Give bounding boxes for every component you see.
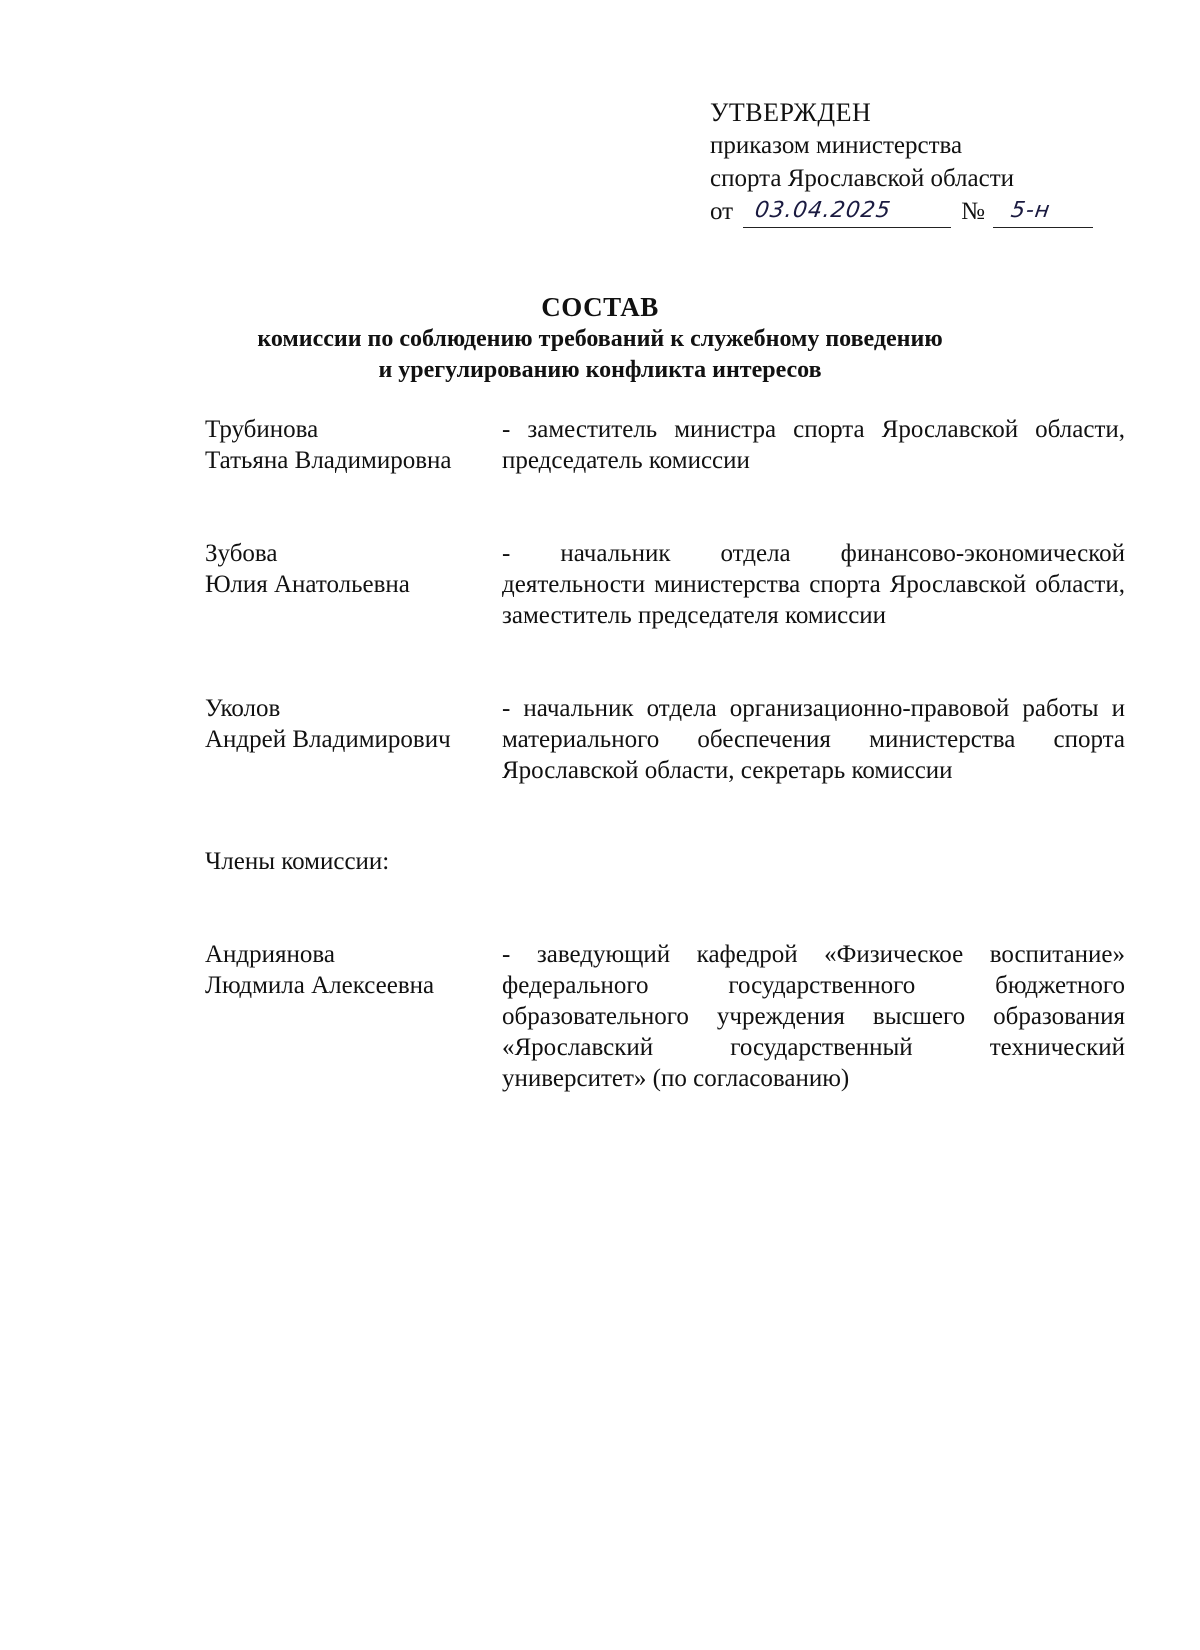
member-row <box>205 939 1125 1094</box>
document-heading <box>0 290 1200 386</box>
member-surname: Андриянова <box>205 941 335 968</box>
member-name <box>205 414 502 476</box>
member-surname: Уколов <box>205 695 281 722</box>
approval-title: УТВЕРЖДЕН <box>710 98 872 127</box>
member-surname: Зубова <box>205 540 278 567</box>
member-surname: Трубинова <box>205 416 319 443</box>
approval-block <box>710 96 1093 228</box>
document-subtitle-line-1: комиссии по соблюдению требований к служебному поведению <box>257 326 943 352</box>
member-role: - начальник отдела организационно-правовой работы и материального обеспечения министерства спорта Ярославской области, секретарь комиссии <box>502 695 1125 784</box>
member-given-names: Юлия Анатольевна <box>205 571 410 598</box>
number-label: № <box>961 198 985 225</box>
member-name <box>205 693 502 786</box>
member-name <box>205 939 502 1094</box>
member-given-names: Людмила Алексеевна <box>205 972 435 999</box>
approval-line-1: приказом министерства <box>710 132 963 159</box>
commission-members-label: Члены комиссии: <box>205 848 390 875</box>
order-number: 5-н <box>1009 198 1053 223</box>
members-list <box>205 414 1125 1094</box>
member-role: - заведующий кафедрой «Физическое воспитание» федерального государственного бюджетного образовательного учреждения высшего образования «Ярославский государственный технический университет» (по согласованию) <box>502 941 1125 1092</box>
from-label: от <box>710 198 734 225</box>
order-reference <box>710 195 1093 228</box>
member-row <box>205 414 1125 476</box>
document-subtitle-line-2: и урегулированию конфликта интересов <box>378 357 822 383</box>
approval-line-2: спорта Ярославской области <box>710 165 1015 192</box>
order-number-field <box>993 199 1093 228</box>
member-role: - начальник отдела финансово-экономической деятельности министерства спорта Ярославской области, заместитель председателя комиссии <box>502 540 1125 629</box>
member-row <box>205 693 1125 786</box>
member-given-names: Татьяна Владимировна <box>205 447 452 474</box>
member-role: - заместитель министра спорта Ярославской области, председатель комиссии <box>502 416 1125 474</box>
member-name <box>205 538 502 631</box>
member-given-names: Андрей Владимирович <box>205 726 451 753</box>
document-title: СОСТАВ <box>541 292 659 322</box>
member-row <box>205 538 1125 631</box>
order-date-field <box>743 199 951 228</box>
order-date: 03.04.2025 <box>753 198 893 223</box>
